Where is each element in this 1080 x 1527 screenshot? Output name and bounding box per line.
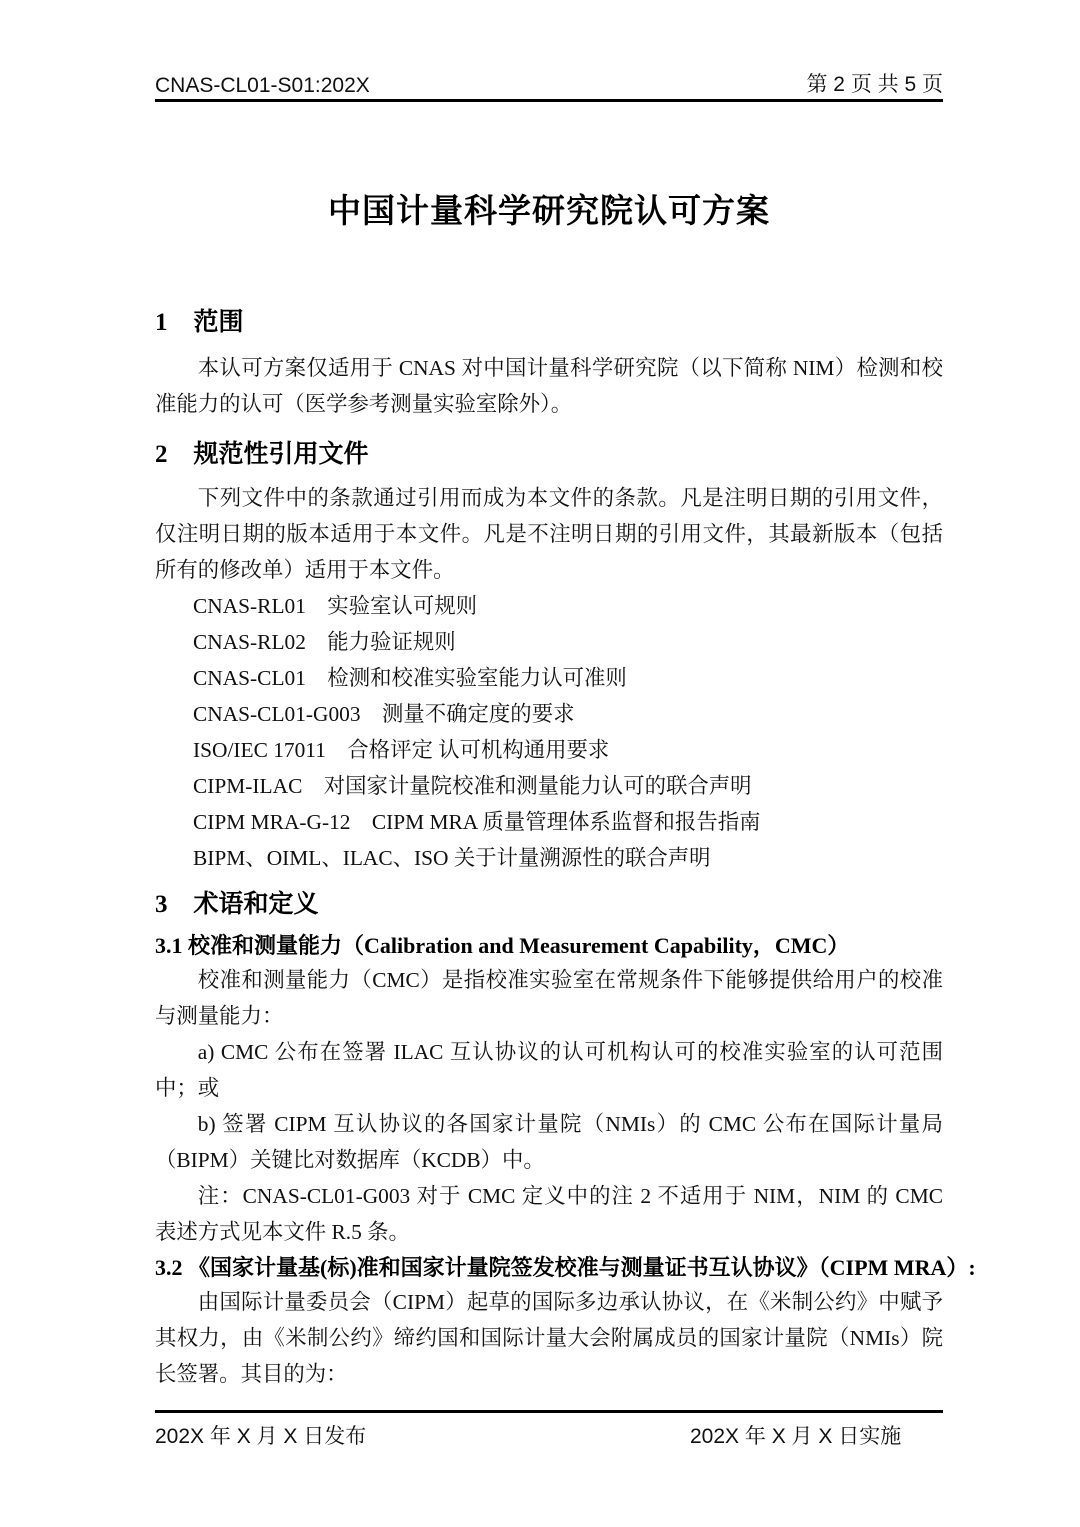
section-3-1-heading: 3.1 校准和测量能力（Calibration and Measurement Capability，CMC） — [155, 933, 850, 958]
reference-item-cipm-ilac: CIPM-ILAC 对国家计量院校准和测量能力认可的联合声明 — [193, 774, 752, 798]
page-header — [155, 70, 943, 98]
section-1-number: 1 — [155, 309, 168, 336]
reference-item-cnas-cl01-g003: CNAS-CL01-G003 测量不确定度的要求 — [193, 702, 575, 726]
section-3-1-item-a: a) CMC 公布在签署 ILAC 互认协议的认可机构认可的校准实验室的认可范围中；或 — [155, 1040, 943, 1100]
section-3-1-note: 注：CNAS-CL01-G003 对于 CMC 定义中的注 2 不适用于 NIM，NIM 的 CMC 表述方式见本文件 R.5 条。 — [155, 1184, 943, 1244]
section-1-heading — [155, 306, 943, 340]
section-3-2-paragraph: 由国际计量委员会（CIPM）起草的国际多边承认协议，在《米制公约》中赋予其权力，由《米制公约》缔约国和国际计量大会附属成员的国家计量院（NMIs）院长签署。其目的为： — [155, 1290, 943, 1386]
section-2-number: 2 — [155, 441, 168, 468]
reference-item-cnas-cl01: CNAS-CL01 检测和校准实验室能力认可准则 — [193, 666, 627, 690]
section-2-title: 规范性引用文件 — [193, 441, 369, 468]
page-footer — [155, 1420, 943, 1450]
section-3-number: 3 — [155, 891, 168, 918]
reference-list — [155, 588, 943, 876]
document-title: 中国计量科学研究院认可方案 — [328, 194, 770, 230]
reference-item-iso-iec-17011: ISO/IEC 17011 合格评定 认可机构通用要求 — [193, 738, 610, 762]
footer-release-date: 202X 年 X 月 X 日发布 — [155, 1425, 367, 1448]
reference-item-cnas-rl02: CNAS-RL02 能力验证规则 — [193, 630, 456, 654]
reference-item-cipm-mra-g-12: CIPM MRA-G-12 CIPM MRA 质量管理体系监督和报告指南 — [193, 810, 761, 834]
section-2-paragraph: 下列文件中的条款通过引用而成为本文件的条款。凡是注明日期的引用文件，仅注明日期的版本适用于本文件。凡是不注明日期的引用文件，其最新版本（包括所有的修改单）适用于本文件。 — [155, 486, 943, 582]
reference-item-cnas-rl01: CNAS-RL01 实验室认可规则 — [193, 594, 478, 618]
header-doc-code: CNAS-CL01-S01:202X — [155, 74, 370, 97]
section-3-2-heading: 3.2 《国家计量基(标)准和国家计量院签发校准与测量证书互认协议》（CIPM MRA）: — [155, 1255, 976, 1280]
section-1-paragraph: 本认可方案仅适用于 CNAS 对中国计量科学研究院（以下简称 NIM）检测和校准能力的认可（医学参考测量实验室除外）。 — [155, 356, 943, 416]
section-3-1-item-b: b) 签署 CIPM 互认协议的各国家计量院（NMIs）的 CMC 公布在国际计量局（BIPM）关键比对数据库（KCDB）中。 — [155, 1112, 943, 1172]
document-body — [155, 102, 976, 1392]
header-page-info: 第 2 页 共 5 页 — [806, 73, 943, 96]
section-1-title: 范围 — [193, 309, 244, 336]
footer-rule — [155, 1410, 943, 1413]
section-3-1-paragraph: 校准和测量能力（CMC）是指校准实验室在常规条件下能够提供给用户的校准与测量能力： — [155, 968, 943, 1028]
footer-implement-date: 202X 年 X 月 X 日实施 — [690, 1425, 902, 1448]
section-3-title: 术语和定义 — [193, 891, 319, 918]
reference-item-bipm-joint-statement: BIPM、OIML、ILAC、ISO 关于计量溯源性的联合声明 — [193, 846, 711, 870]
section-3-heading — [155, 888, 943, 922]
section-2-heading — [155, 438, 943, 472]
